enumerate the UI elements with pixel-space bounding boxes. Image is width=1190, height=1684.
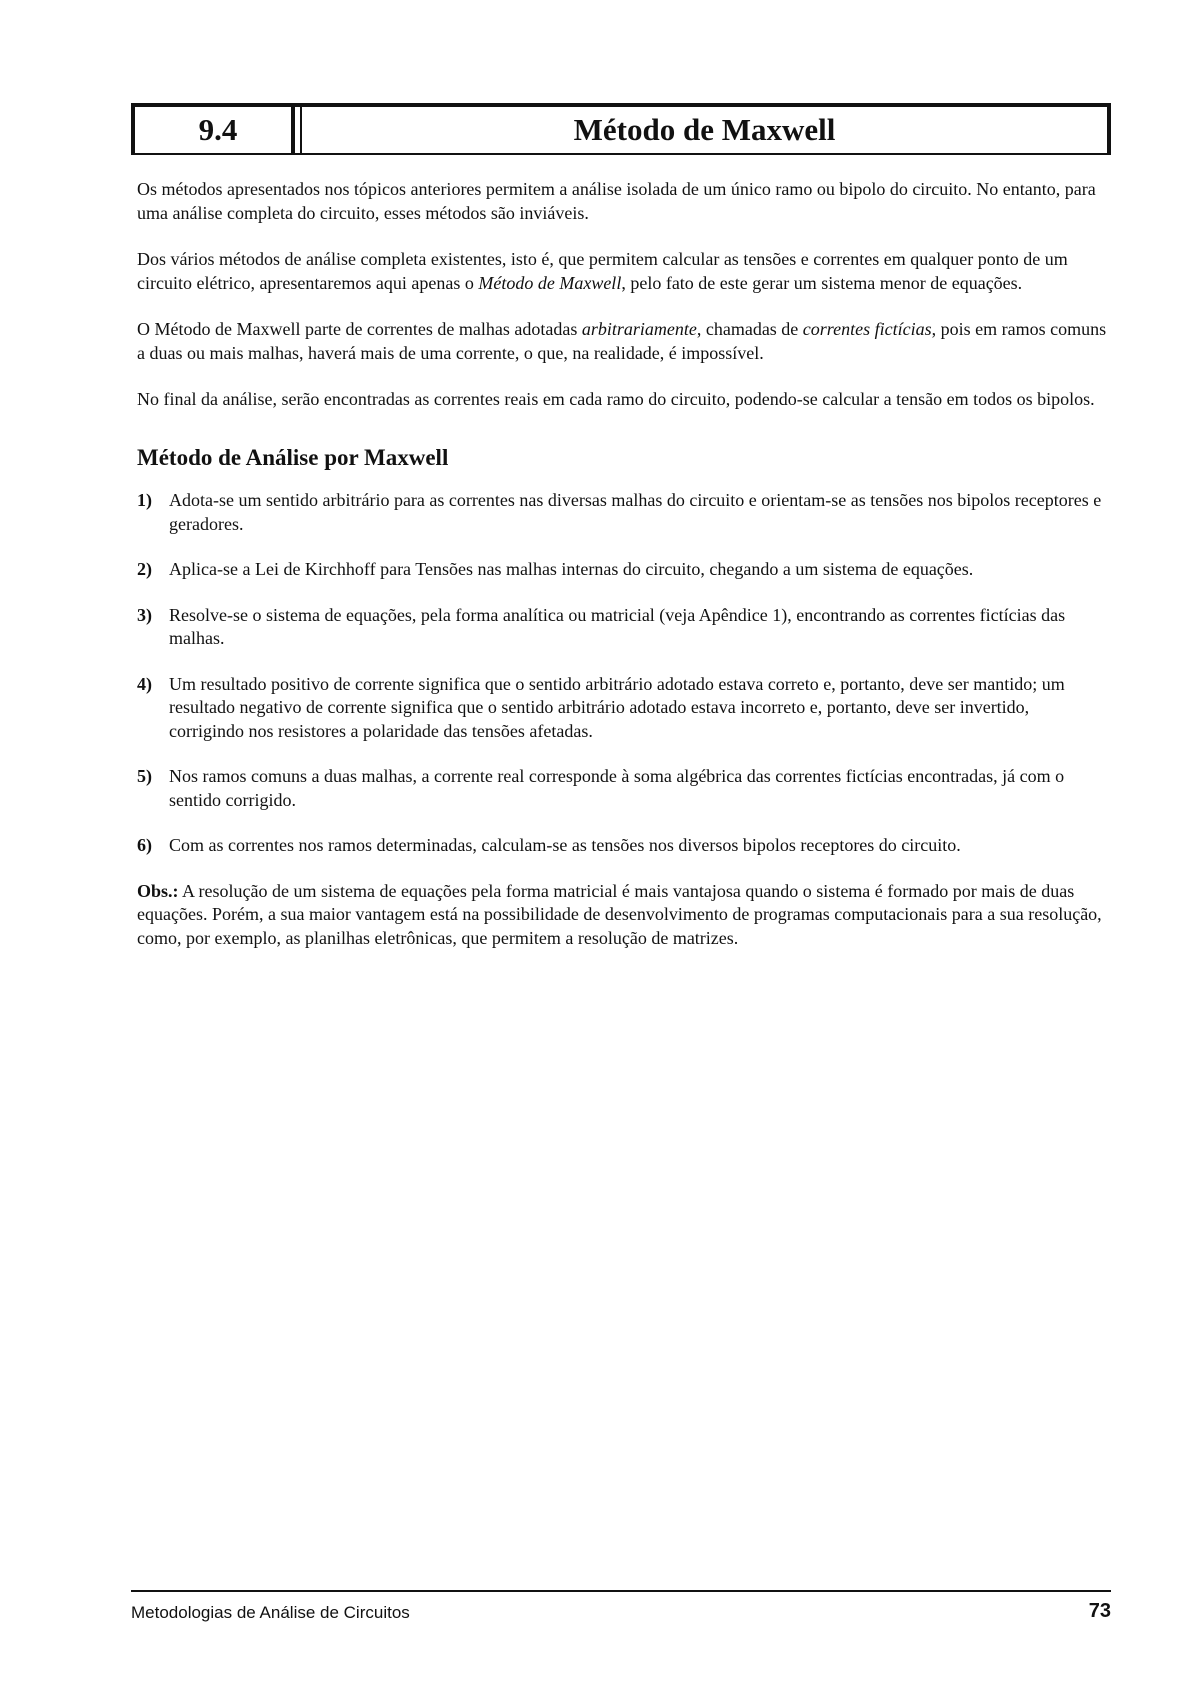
- section-header: [131, 103, 1111, 155]
- step-item: [137, 765, 1107, 812]
- step-text: Um resultado positivo de corrente significa que o sentido arbitrário adotado estava correto e, portanto, deve ser mantido; um resultado negativo de corrente significa que o sentido arbitrário adotado estava incorreto e, portanto, deve ser invertido, corrigindo nos resistores a polaridade das tensões afetadas.: [169, 673, 1065, 741]
- step-text: Resolve-se o sistema de equações, pela forma analítica ou matricial (veja Apêndice 1), encontrando as correntes fictícias das malhas.: [169, 604, 1066, 648]
- step-text: Nos ramos comuns a duas malhas, a corrente real corresponde à soma algébrica das correntes fictícias encontradas, já com o sentido corrigido.: [169, 766, 1065, 810]
- step-number: 1): [137, 490, 152, 510]
- emphasis-correntes-ficticias: correntes fictícias: [802, 319, 932, 339]
- step-text: Adota-se um sentido arbitrário para as correntes nas diversas malhas do circuito e orientam-se as tensões nos bipolos receptores e geradores.: [169, 490, 1102, 534]
- step-number: 4): [137, 673, 152, 694]
- step-item: [137, 489, 1107, 536]
- text-run: Dos vários métodos de análise completa existentes, isto é, que permitem calcular as tensões e correntes em qualquer ponto de um circuito elétrico, apresentaremos aqui apenas o: [137, 249, 1068, 293]
- section-number: 9.4: [198, 112, 238, 147]
- method-heading: Método de Análise por Maxwell: [137, 444, 449, 470]
- step-text: Com as correntes nos ramos determinadas, calculam-se as tensões nos diversos bipolos receptores do circuito.: [169, 835, 961, 855]
- intro-paragraph-1: Os métodos apresentados nos tópicos anteriores permitem a análise isolada de um único ramo ou bipolo do circuito. No entanto, para uma análise completa do circuito, esses métodos são inviáveis.: [137, 179, 1096, 223]
- step-item: [137, 604, 1107, 651]
- step-text: Aplica-se a Lei de Kirchhoff para Tensões nas malhas internas do circuito, chegando a um sistema de equações.: [169, 559, 974, 579]
- page-number: 73: [1088, 1600, 1111, 1622]
- section-title: Método de Maxwell: [573, 112, 836, 147]
- text-run: , pelo fato de este gerar um sistema menor de equações.: [621, 272, 1023, 293]
- header-divider: [295, 107, 302, 153]
- intro-paragraph-3: [137, 318, 1107, 365]
- emphasis-method-name: Método de Maxwell: [478, 272, 622, 293]
- obs-label: Obs.:: [137, 880, 179, 901]
- page-content: [137, 178, 1107, 973]
- step-item: [137, 834, 1107, 858]
- step-number: 2): [137, 559, 152, 579]
- step-number: 3): [137, 604, 152, 625]
- step-number: 5): [137, 766, 152, 786]
- footer-rule: [131, 1590, 1111, 1592]
- text-run: O Método de Maxwell parte de correntes de malhas adotadas: [137, 319, 582, 339]
- step-number: 6): [137, 835, 152, 855]
- section-number-box: [135, 107, 295, 153]
- footer: [131, 1590, 1111, 1623]
- obs-paragraph: [137, 880, 1107, 951]
- text-run: , pois em ramos comuns a duas ou mais malhas, haverá mais de uma corrente, o que, na realidade, é impossível.: [137, 319, 1107, 363]
- intro-paragraph-2: [137, 248, 1107, 295]
- step-item: [137, 673, 1107, 744]
- intro-paragraph-4: No final da análise, serão encontradas as correntes reais em cada ramo do circuito, podendo-se calcular a tensão em todos os bipolos.: [137, 389, 1095, 409]
- emphasis-arbitrariamente: arbitrariamente: [581, 319, 697, 339]
- text-run: , chamadas de: [696, 319, 803, 339]
- step-item: [137, 558, 1107, 582]
- footer-book-title: Metodologias de Análise de Circuitos: [131, 1603, 410, 1622]
- obs-text: A resolução de um sistema de equações pela forma matricial é mais vantajosa quando o sistema é formado por mais de duas equações. Porém, a sua maior vantagem está na possibilidade de desenvolvimento de programas computacionais para a sua resolução, como, por exemplo, as planilhas eletrônicas, que permitem a resolução de matrizes.: [137, 880, 1102, 948]
